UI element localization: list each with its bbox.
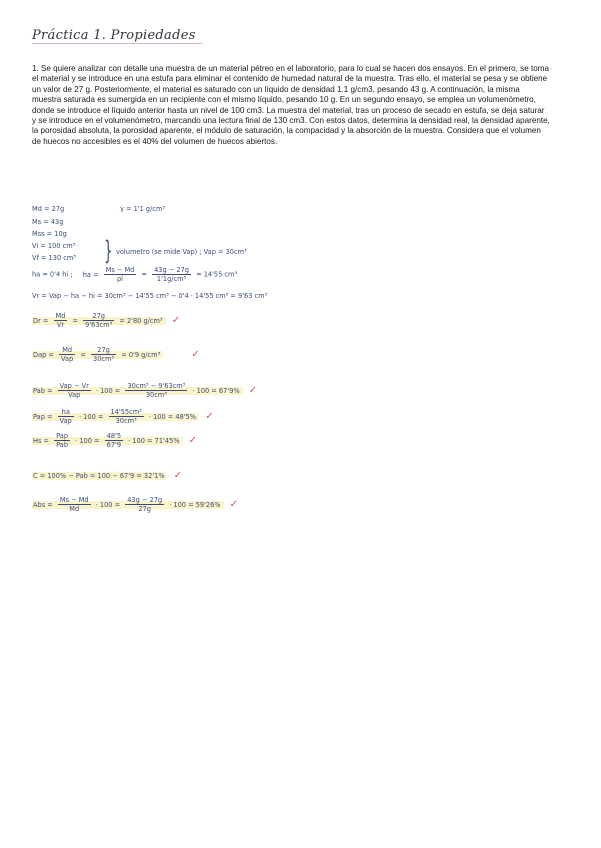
hs-fraction-1	[54, 432, 70, 449]
abs-result: · 100 = 59'26%	[169, 500, 221, 509]
c-expression: C = 100% − Pab = 100 − 67'9 = 32'1%	[33, 472, 165, 480]
check-icon: ✓	[191, 348, 200, 360]
abs-f1-num: Ms − Md	[59, 496, 89, 504]
ha-eq: ha =	[82, 270, 99, 279]
pab-f1-den: Vap	[68, 391, 81, 399]
pap-f1-den: Vap	[59, 417, 72, 425]
equation-c	[32, 470, 182, 481]
hs-f1-den: Pab	[56, 441, 69, 449]
hs-fraction-2	[105, 432, 123, 449]
dap-lhs: Dap =	[33, 350, 54, 359]
pab-f2-den: 30cm³	[145, 391, 167, 399]
dap-f1-num: Md	[59, 346, 75, 355]
equation-dr: Dr = $\frac{Md}{Vr}$ = $\frac{27g}{\text{9'63cm³}}$ = 2'80 g/cm³ ✓	[33, 312, 181, 329]
dr-result: = 2'80 g/cm³	[119, 316, 163, 325]
ha-result: = 14'55 cm³	[196, 270, 238, 279]
note-vf: Vf = 130 cm³	[32, 254, 76, 262]
dap-result: = 0'9 g/cm³	[121, 350, 161, 359]
hs-result: · 100 = 71'45%	[128, 436, 180, 445]
hs-mid: · 100 =	[75, 436, 100, 445]
hs-f2-den: 67'9	[106, 441, 122, 449]
ha-f2-num: 43g − 27g	[154, 266, 189, 274]
check-icon: ✓	[171, 314, 181, 326]
problem-statement: 1. Se quiere analizar con detalle una muestra de un material pétreo en el laboratorio, para lo cual se hacen dos ensayos. En el primero, se toma el material y se introduce en una estufa para eliminar el contenido de humedad natural de la muestra. Tras ello, el material se pesa y se obtiene un valor de 27 g. Posteriormente, el material es saturado con un líquido de densidad 1.1 g/cm3, pesando 43 g. A continuación, la misma muestra saturada es sumergida en un recipiente con el mismo líquido, pesando 10 g. En un segundo ensayo, se emplea un volumenómetro, donde se introduce el líquido anterior hasta un nivel de 100 cm3. La muestra del material, tras un proceso de secado en estufa, se deja saturar y se introduce en el volumenómetro, marcando una lectura final de 130 cm3. Con estos datos, determina la densidad real, la densidad aparente, la porosidad absoluta, la porosidad aparente, el módulo de saturación, la compacidad y la absorción de la muestra. Considera que el volumen de huecos no accesibles es el 40% del volumen de huecos abiertos.	[32, 64, 550, 146]
check-icon: ✓	[173, 470, 183, 481]
ha-lhs: ha = 0'4 hi ;	[32, 270, 73, 279]
equation-abs	[32, 496, 238, 513]
dap-fraction-1	[59, 346, 75, 363]
brace-icon: }	[104, 236, 113, 266]
check-icon: ✓	[188, 434, 198, 446]
check-icon: ✓	[205, 410, 214, 422]
pap-fraction-1	[58, 408, 74, 425]
abs-f2-den: 27g	[138, 505, 151, 513]
note-volumetro: volumetro (se mide Vap) ; Vap = 30cm³	[116, 248, 247, 256]
abs-mid: · 100 =	[95, 500, 121, 509]
dr-f2-num: 27g	[83, 312, 114, 321]
pap-f2-den: 30cm³	[115, 417, 137, 425]
dr-fraction-2	[83, 312, 114, 329]
hs-lhs: Hs =	[33, 436, 50, 445]
note-md: Md = 27g	[32, 205, 65, 213]
pab-f2-num: 30cm³ − 9'63cm³	[127, 382, 186, 390]
pap-lhs: Pap =	[33, 412, 53, 421]
hs-f2-num: 48'5	[106, 432, 122, 440]
equation-ha: ha = 0'4 hi ; ha = $\frac{Ms - Md}{\rho l}$ = $\frac{43g - 27g}{\text{1'1g/cm³}}$ = 14'55 cm³	[32, 266, 238, 283]
ha-fraction-2	[152, 266, 191, 283]
equation-pab	[32, 382, 257, 399]
check-icon: ✓	[248, 384, 258, 396]
ha-f2-den: 1'1g/cm³	[156, 275, 187, 283]
dr-f1-num: Md	[55, 312, 66, 320]
check-icon: ✓	[229, 498, 239, 510]
page-title: Práctica 1. Propiedades	[32, 28, 196, 43]
note-vi: Vi = 100 cm³	[32, 242, 76, 250]
abs-f1-den: Md	[69, 505, 80, 513]
dap-f2-num: 27g	[91, 346, 116, 355]
abs-f2-num: 43g − 27g	[127, 496, 163, 504]
dap-fraction-2	[91, 346, 116, 363]
abs-lhs: Abs =	[33, 500, 53, 509]
pap-f1-num: ha	[58, 408, 74, 417]
note-gamma: γ = 1'1 g/cm³	[120, 205, 166, 213]
pap-f2-num: 14'55cm³	[110, 408, 142, 416]
pap-result: · 100 = 48'5%	[148, 412, 197, 421]
abs-fraction-1	[58, 496, 91, 513]
pab-lhs: Pab =	[33, 386, 53, 395]
pab-f1-num: Vap − Vr	[59, 382, 89, 390]
equation-pap	[32, 408, 214, 425]
title-underline	[32, 43, 202, 44]
dr-lhs: Dr =	[33, 316, 49, 325]
note-ms: Ms = 43g	[32, 218, 64, 226]
hs-f1-num: Pap	[56, 432, 69, 440]
dr-f2-den: 9'63cm³	[85, 321, 113, 329]
pap-mid: · 100 =	[78, 412, 104, 421]
equation-dap: Dap = $\frac{Md}{\text{Vap}}$ = $\frac{27g}{\text{30cm³}}$ = 0'9 g/cm³ ✓	[33, 346, 200, 363]
pap-fraction-2	[109, 408, 144, 425]
equation-vr: Vr = Vap − ha − hi = 30cm³ − 14'55 cm³ − 0'4 · 14'55 cm³ = 9'63 cm³	[32, 292, 268, 300]
pab-mid: · 100 =	[95, 386, 121, 395]
pab-fraction-1	[58, 382, 91, 399]
dr-f1-den: Vr	[56, 321, 65, 329]
dap-f2-den: 30cm³	[93, 355, 115, 363]
title-block	[32, 26, 196, 44]
ha-f1-num: Ms − Md	[105, 266, 135, 274]
dap-f1-den: Vap	[61, 355, 74, 363]
note-mss: Mss = 10g	[32, 230, 67, 238]
dr-fraction-1	[54, 312, 68, 329]
equation-hs	[32, 432, 197, 449]
ha-f1-den: ρl	[116, 275, 124, 283]
pab-fraction-2	[125, 382, 187, 399]
ha-fraction-1	[104, 266, 137, 283]
abs-fraction-2	[125, 496, 164, 513]
pab-result: · 100 = 67'9%	[192, 386, 240, 395]
